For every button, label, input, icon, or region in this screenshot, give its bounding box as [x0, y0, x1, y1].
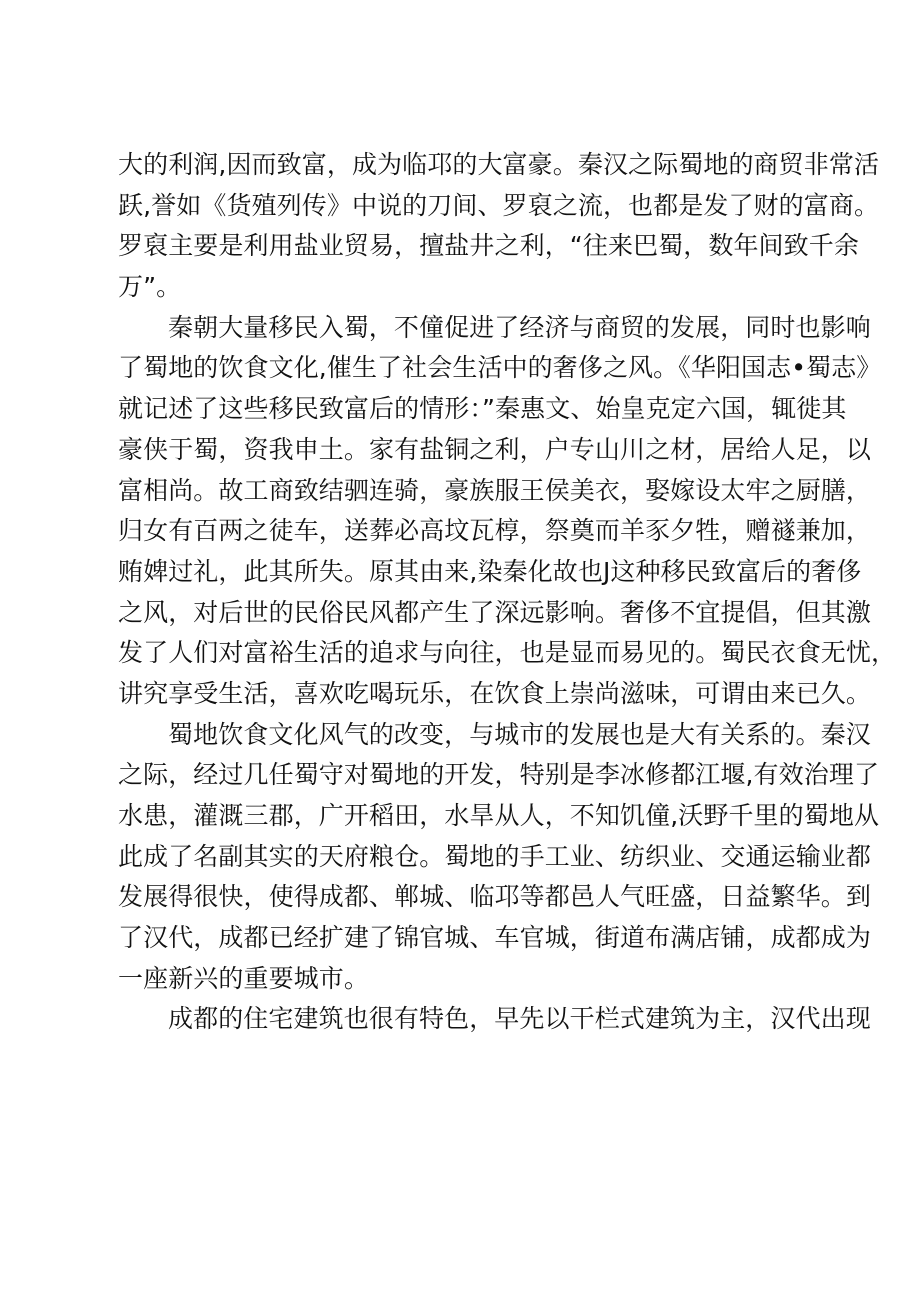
text-line: 发展得很快，使得成都、郸城、临邛等都邑人气旺盛，日益繁华。到 — [118, 882, 872, 912]
text-line: 秦朝大量移民入蜀，不僮促进了经济与商贸的发展，同时也影响 — [168, 312, 871, 342]
text-line: 了汉代，成都已经扩建了锦官城、车官城，街道布满店铺，成都成为 — [118, 923, 872, 953]
text-line: 万”。 — [118, 272, 182, 302]
text-line: 就记述了这些移民致富后的情形：”秦惠文、始皇克定六国，辄徙其 — [118, 394, 847, 424]
paragraph — [118, 308, 897, 715]
text-line: 一座新兴的重要城市。 — [118, 963, 370, 993]
body-text — [118, 145, 897, 1040]
paragraph — [118, 999, 871, 1040]
text-line: 蜀地饮食文化风气的改变，与城市的发展也是大有关系的。秦汉 — [168, 719, 871, 749]
paragraph — [118, 145, 880, 308]
text-line: 豪侠于蜀，资我申土。家有盐铜之利，户专山川之材，居给人足，以 — [118, 434, 872, 464]
text-line: 之风，对后世的民俗民风都产生了深远影响。奢侈不宜提倡，但其激 — [118, 597, 872, 627]
text-line: 罗裒主要是利用盐业贸易，擅盐井之利，“往来巴蜀，数年间致千余 — [118, 231, 859, 261]
text-line: 了蜀地的饮食文化,催生了社会生活中的奢侈之风。《华阳国志•蜀志》 — [118, 353, 882, 383]
text-line: 发了人们对富裕生活的追求与向往，也是显而易见的。蜀民衣食无忧， — [118, 638, 897, 668]
text-line: 之际，经过几任蜀守对蜀地的开发，特别是李冰修都江堰,有效治理了 — [118, 760, 880, 790]
paragraph — [118, 715, 880, 1000]
text-line: 此成了名副其实的天府粮仓。蜀地的手工业、纺织业、交通运输业都 — [118, 841, 872, 871]
text-line: 讲究享受生活，喜欢吃喝玩乐，在饮食上崇尚滋味，可谓由来已久。 — [118, 678, 872, 708]
text-line: 成都的住宅建筑也很有特色，早先以干栏式建筑为主，汉代出现 — [168, 1004, 871, 1034]
text-line: 贿婢过礼，此其所失。原其由来,染秦化故也J这种移民致富后的奢侈 — [118, 556, 862, 586]
text-line: 大的利润,因而致富，成为临邛的大富豪。秦汉之际蜀地的商贸非常活 — [118, 150, 880, 179]
text-line: 水患，灌溉三郡，广开稻田，水旱从人，不知饥僮,沃野千里的蜀地从 — [118, 801, 880, 830]
text-line: 富相尚。故工商致结驷连骑，豪族服王侯美衣，娶嫁设太牢之厨膳， — [118, 475, 872, 505]
text-line: 跃,誉如《货殖列传》中说的刀间、罗裒之流，也都是发了财的富商。 — [118, 190, 880, 220]
text-line: 归女有百两之徒车，送葬必高坟瓦椁，祭奠而羊豕夕牲，赠禭兼加， — [118, 516, 872, 546]
